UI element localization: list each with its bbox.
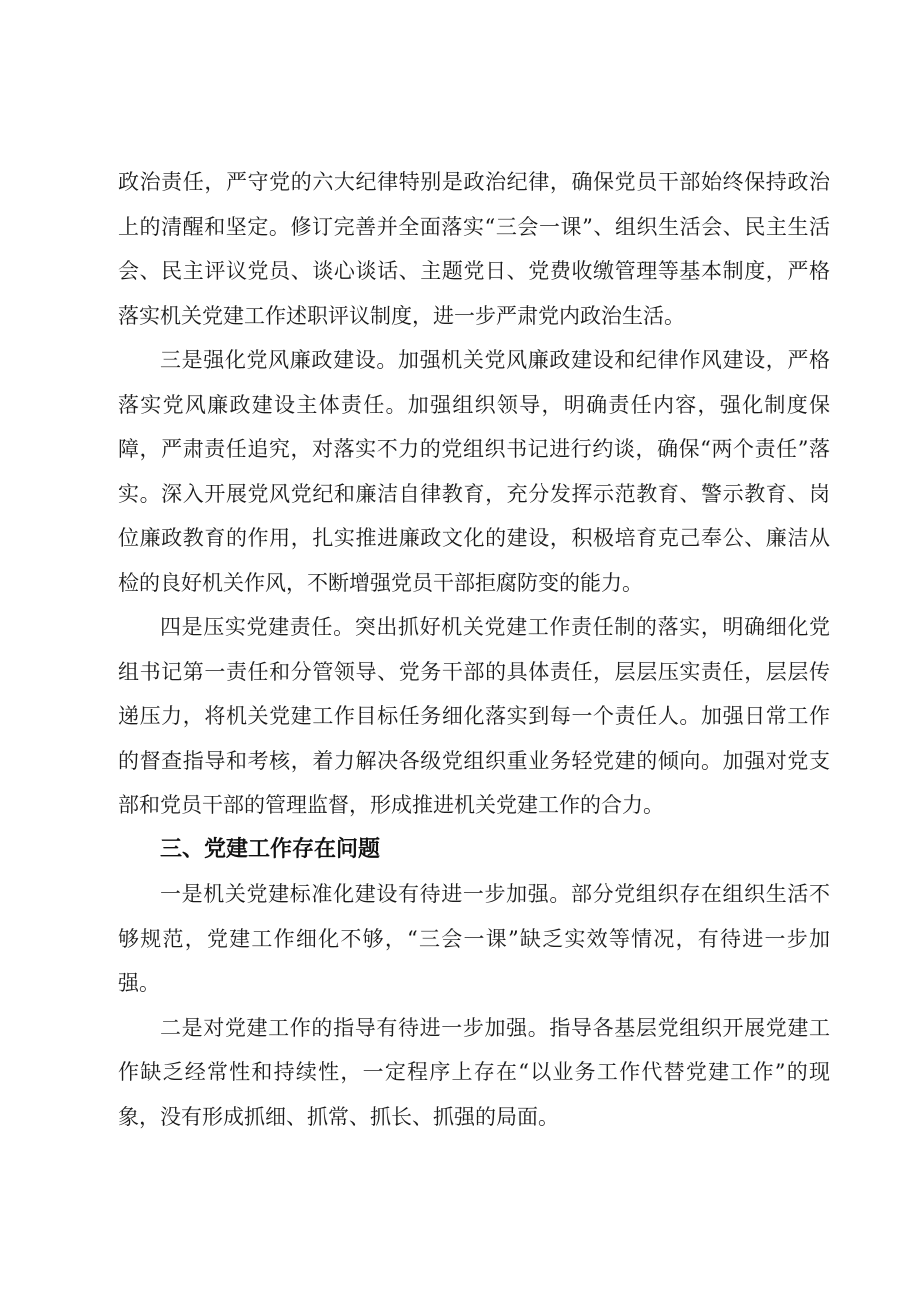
paragraph-integrity-building: 三是强化党风廉政建设。加强机关党风廉政建设和纪律作风建设，严格落实党风廉政建设主体责任。加强组织领导，明确责任内容，强化制度保障，严肃责任追究，对落实不力的党组织书记进行约谈，确保“两个责任”落实。深入开展党风党纪和廉洁自律教育，充分发挥示范教育、警示教育、岗位廉政教育的作用，扎实推进廉政文化的建设，积极培育克己奉公、廉洁从检的良好机关作风，不断增强党员干部拒腐防变的能力。 <box>118 348 830 595</box>
paragraph-guidance-problem: 二是对党建工作的指导有待进一步加强。指导各基层党组织开展党建工作缺乏经常性和持续性，一定程序上存在“以业务工作代替党建工作”的现象，没有形成抓细、抓常、抓长、抓强的局面。 <box>118 1015 830 1129</box>
paragraph-political-responsibility: 政治责任，严守党的六大纪律特别是政治纪律，确保党员干部始终保持政治上的清醒和坚定。修订完善并全面落实“三会一课”、组织生活会、民主生活会、民主评议党员、谈心谈话、主题党日、党费收缴管理等基本制度，严格落实机关党建工作述职评议制度，进一步严肃党内政治生活。 <box>118 170 830 328</box>
section-heading-problems: 三、党建工作存在问题 <box>160 836 381 862</box>
document-body <box>118 160 830 1139</box>
paragraph-party-building-responsibility: 四是压实党建责任。突出抓好机关党建工作责任制的落实，明确细化党组书记第一责任和分管领导、党务干部的具体责任，层层压实责任，层层传递压力，将机关党建工作目标任务细化落实到每一个责任人。加强日常工作的督查指导和考核，着力解决各级党组织重业务轻党建的倾向。加强对党支部和党员干部的管理监督，形成推进机关党建工作的合力。 <box>118 615 830 817</box>
paragraph-standardization-problem: 一是机关党建标准化建设有待进一步加强。部分党组织存在组织生活不够规范，党建工作细化不够，“三会一课”缺乏实效等情况，有待进一步加强。 <box>118 882 830 995</box>
